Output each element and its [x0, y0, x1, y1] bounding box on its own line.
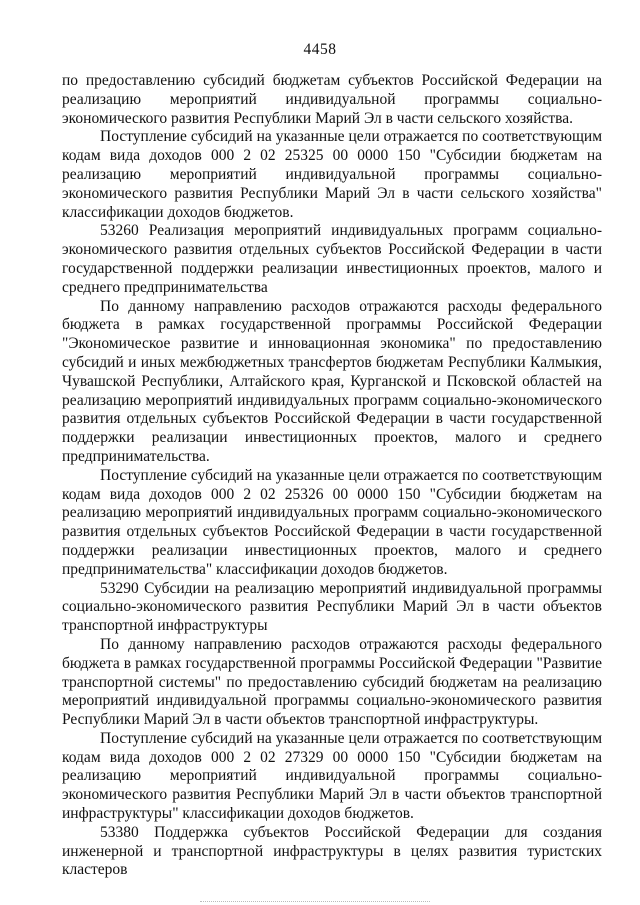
section-heading-53380: 53380 Поддержка субъектов Российской Федерации для создания инженерной и транспортной инфраструктуры в целях развития туристских кластеров	[62, 823, 602, 879]
paragraph: Поступление субсидий на указанные цели отражается по соответствующим кодам вида доходов 000 2 02 25325 00 0000 150 "Субсидии бюджетам на реализацию мероприятий индивидуальной программы социально-экономического развития Республики Марий Эл в части сельского хозяйства" классификации доходов бюджетов.	[62, 128, 602, 221]
document-body	[62, 72, 602, 880]
page-number: 4458	[303, 41, 337, 58]
section-heading-53260: 53260 Реализация мероприятий индивидуальных программ социально-экономического развития отдельных субъектов Российской Федерации в части государственной поддержки реализации инвестиционных проектов, малого и среднего предпринимательства	[62, 222, 602, 296]
paragraph: Поступление субсидий на указанные цели отражается по соответствующим кодам вида доходов 000 2 02 25326 00 0000 150 "Субсидии бюджетам на реализацию мероприятий индивидуальных программ социально-экономического развития отдельных субъектов Российской Федерации в части государственной поддержки реализации инвестиционных проектов, малого и среднего предпринимательства" классификации доходов бюджетов.	[62, 466, 602, 578]
section-heading-53290: 53290 Субсидии на реализацию мероприятий индивидуальной программы социально-экономического развития Республики Марий Эл в части объектов транспортной инфраструктуры	[62, 579, 602, 635]
paragraph: Поступление субсидий на указанные цели отражается по соответствующим кодам вида доходов 000 2 02 27329 00 0000 150 "Субсидии бюджетам на реализацию мероприятий индивидуальной программы социально-экономического развития Республики Марий Эл в части объектов транспортной инфраструктуры" классификации доходов бюджетов.	[62, 729, 602, 823]
paragraph: По данному направлению расходов отражаются расходы федерального бюджета в рамках государственной программы Российской Федерации "Развитие транспортной системы" по предоставлению субсидий бюджетам на реализацию мероприятий индивидуальной программы социально-экономического развития Республики Марий Эл в части объектов транспортной инфраструктуры.	[62, 635, 602, 729]
scan-artifact-line	[200, 901, 430, 903]
paragraph: по предоставлению субсидий бюджетам субъектов Российской Федерации на реализацию мероприятий индивидуальной программы социально-экономического развития Республики Марий Эл в части сельского хозяйства.	[62, 72, 602, 127]
paragraph: По данному направлению расходов отражаются расходы федерального бюджета в рамках государственной программы Российской Федерации "Экономическое развитие и инновационная экономика" по предоставлению субсидий и иных межбюджетных трансфертов бюджетам Республики Калмыкия, Чувашской Республики, Алтайского края, Курганской и Псковской областей на реализацию мероприятий индивидуальных программ социально-экономического развития отдельных субъектов Российской Федерации в части государственной поддержки реализации инвестиционных проектов, малого и среднего предпринимательства.	[62, 297, 602, 465]
